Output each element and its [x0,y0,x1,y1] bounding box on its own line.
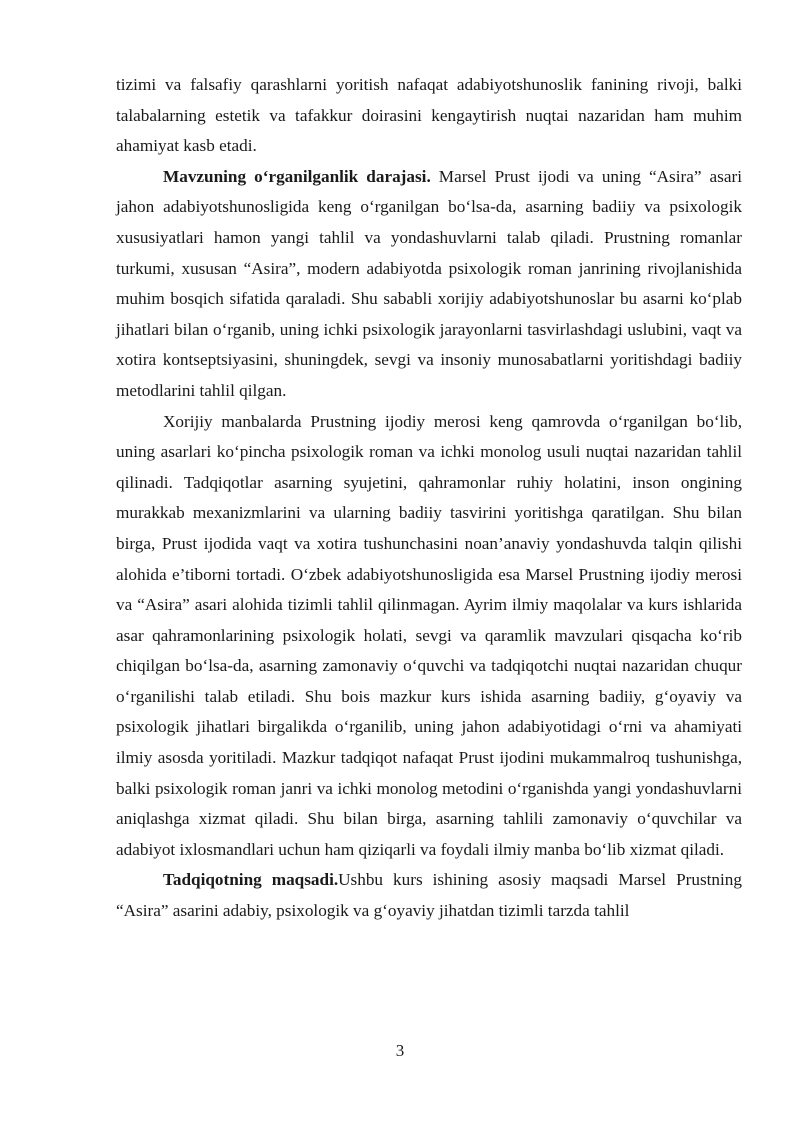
paragraph-intro-continuation [116,70,742,162]
paragraph-text: Ushbu kurs ishining asosiy maqsadi Marsel Prustning “Asira” asarini adabiy, psixologik va g‘oyaviy jihatdan tizimli tarzda tahlil [116,870,742,921]
document-page [116,70,742,927]
paragraph-foreign-sources [116,407,742,866]
page-number: 3 [395,1041,405,1060]
paragraph-heading: Tadqiqotning maqsadi. [163,870,339,890]
paragraph-study-level [116,162,742,407]
paragraph-text: Xorijiy manbalarda Prustning ijodiy merosi keng qamrovda o‘rganilgan bo‘lib, uning asarlari ko‘pincha psixologik roman va ichki monolog usuli nuqtai nazaridan tahlil qilinadi. Tadqiqotlar asarning syujetini, qahramonlar ruhiy holatini, inson ongining murakkab mexanizmlarini va ularning badiiy tasvirini yoritishga qaratilgan. Shu bilan birga, Prust ijodida vaqt va xotira tushunchasini noan’anaviy yondashuvda talqin qilishi alohida e’tiborni tortadi. O‘zbek adabiyotshunosligida esa Marsel Prustning ijodiy merosi va “Asira” asari alohida tizimli tahlil qilinmagan. Ayrim ilmiy maqolalar va kurs ishlarida asar qahramonlarining psixologik holati, sevgi va qaramlik mavzulari qisqacha ko‘rib chiqilgan bo‘lsa-da, asarning zamonaviy o‘quvchi va tadqiqotchi nuqtai nazaridan chuqur o‘rganilishi talab etiladi. Shu bois mazkur kurs ishida asarning badiiy, g‘oyaviy va psixologik jihatlari birgalikda o‘rganilib, uning jahon adabiyotidagi o‘rni va ahamiyati ilmiy asosda yoritiladi. Mazkur tadqiqot nafaqat Prust ijodini mukammalroq tushunishga, balki psixologik roman janri va ichki monolog metodini o‘rganishda yangi yondashuvlarni aniqlashga xizmat qiladi. Shu bilan birga, asarning tahlili zamonaviy o‘quvchilar va adabiyot ixlosmandlari uchun ham qiziqarli va foydali ilmiy manba bo‘lib xizmat qiladi. [116,411,742,859]
paragraph-text: tizimi va falsafiy qarashlarni yoritish nafaqat adabiyotshunoslik fanining rivoji, balki talabalarning estetik va tafakkur doirasini kengaytirish nuqtai nazaridan ham muhim ahamiyat kasb etadi. [116,75,742,156]
paragraph-heading: Mavzuning o‘rganilganlik darajasi. [163,166,431,186]
paragraph-research-goal [116,865,742,926]
paragraph-text: Marsel Prust ijodi va uning “Asira” asari jahon adabiyotshunosligida keng o‘rganilgan bo‘lsa-da, asarning badiiy va psixologik xususiyatlari hamon yangi tahlil va yondashuvlarni talab qiladi. Prustning romanlar turkumi, xususan “Asira”, modern adabiyotda psixologik roman janrining rivojlanishida muhim bosqich sifatida qaraladi. Shu sababli xorijiy adabiyotshunoslar bu asarni ko‘plab jihatlari bilan o‘rganib, uning ichki psixologik jarayonlarni tasvirlashdagi uslubini, vaqt va xotira kontseptsiyasini, shuningdek, sevgi va insoniy munosabatlarni yoritishdagi badiiy metodlarini tahlil qilgan. [116,166,742,400]
